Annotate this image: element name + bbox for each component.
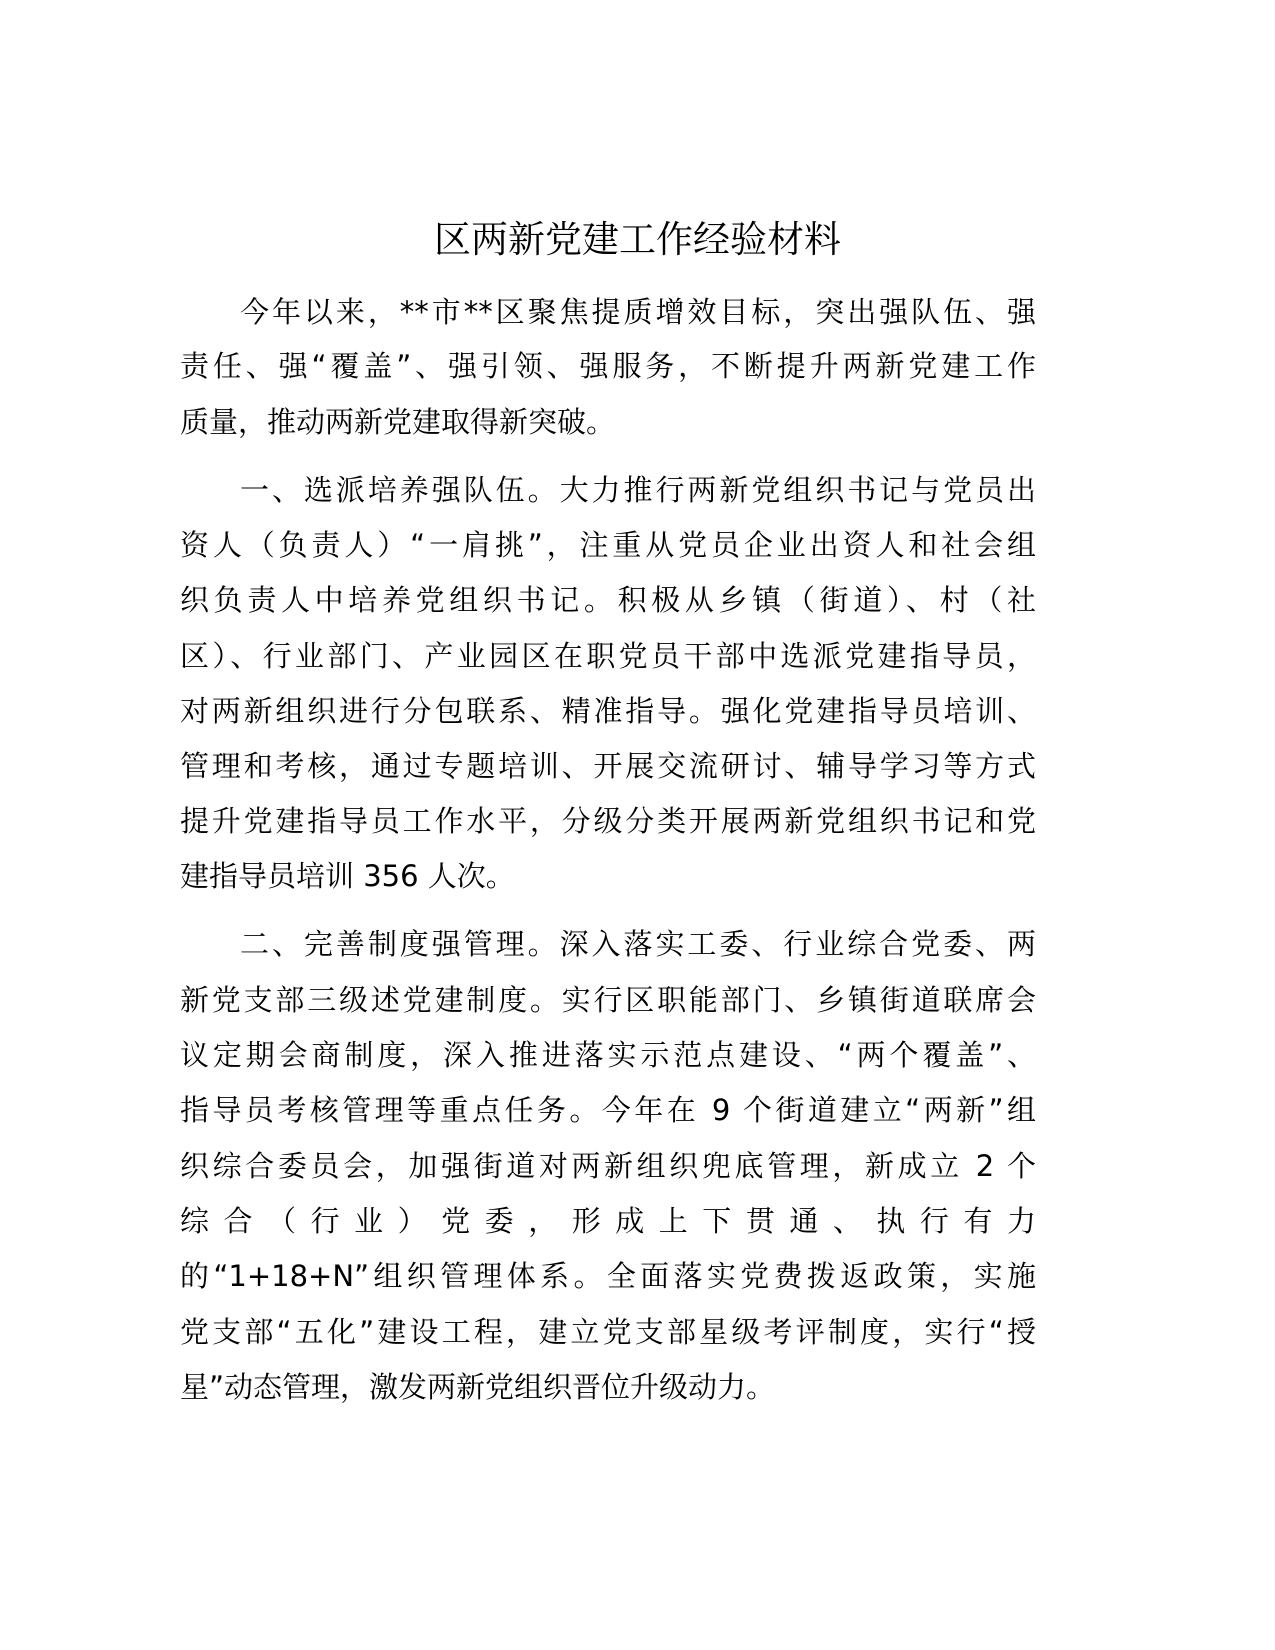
paragraph-section2-line: 新党支部三级述党建制度。实行区职能部门、乡镇街道联席会 xyxy=(180,983,1036,1017)
paragraph-section1-line: 提升党建指导员工作水平，分级分类开展两新党组织书记和党 xyxy=(180,804,1036,838)
paragraph-section2-line: 二、完善制度强管理。深入落实工委、行业综合党委、两 xyxy=(240,927,1036,961)
paragraph-section2-line: 议定期会商制度，深入推进落实示范点建设、“两个覆盖”、 xyxy=(180,1038,1036,1072)
paragraph-section1-line: 资人（负责人）“一肩挑”，注重从党员企业出资人和社会组 xyxy=(180,528,1036,562)
paragraph-section1-line: 区）、行业部门、产业园区在职党员干部中选派党建指导员， xyxy=(180,639,1036,673)
document-title: 区两新党建工作经验材料 xyxy=(434,218,841,261)
paragraph-section1-line: 建指导员培训 356 人次。 xyxy=(180,859,515,893)
paragraph-section2-line: 指导员考核管理等重点任务。今年在 9 个街道建立“两新”组 xyxy=(180,1093,1036,1127)
paragraph-section1-line: 织负责人中培养党组织书记。积极从乡镇（街道）、村（社 xyxy=(180,583,1036,617)
paragraph-section1-line: 对两新组织进行分包联系、精准指导。强化党建指导员培训、 xyxy=(180,694,1036,728)
paragraph-section2-line: 星”动态管理，激发两新党组织晋位升级动力。 xyxy=(180,1370,776,1404)
paragraph-section2-line: 综合（行业）党委，形成上下贯通、执行有力 xyxy=(180,1204,1036,1238)
paragraph-section1-line: 一、选派培养强队伍。大力推行两新党组织书记与党员出 xyxy=(240,473,1036,507)
paragraph-section2-line: 织综合委员会，加强街道对两新组织兜底管理，新成立 2 个 xyxy=(180,1149,1036,1183)
paragraph-section2-line: 的“1+18+N”组织管理体系。全面落实党费拨返政策，实施 xyxy=(180,1259,1036,1293)
paragraph-section1-line: 管理和考核，通过专题培训、开展交流研讨、辅导学习等方式 xyxy=(180,749,1036,783)
paragraph-intro-line: 今年以来，**市**区聚焦提质增效目标，突出强队伍、强 xyxy=(240,295,1036,329)
paragraph-intro-line: 质量，推动两新党建取得新突破。 xyxy=(180,405,616,439)
paragraph-intro-line: 责任、强“覆盖”、强引领、强服务，不断提升两新党建工作 xyxy=(180,349,1036,383)
paragraph-section2-line: 党支部“五化”建设工程，建立党支部星级考评制度，实行“授 xyxy=(180,1315,1036,1349)
